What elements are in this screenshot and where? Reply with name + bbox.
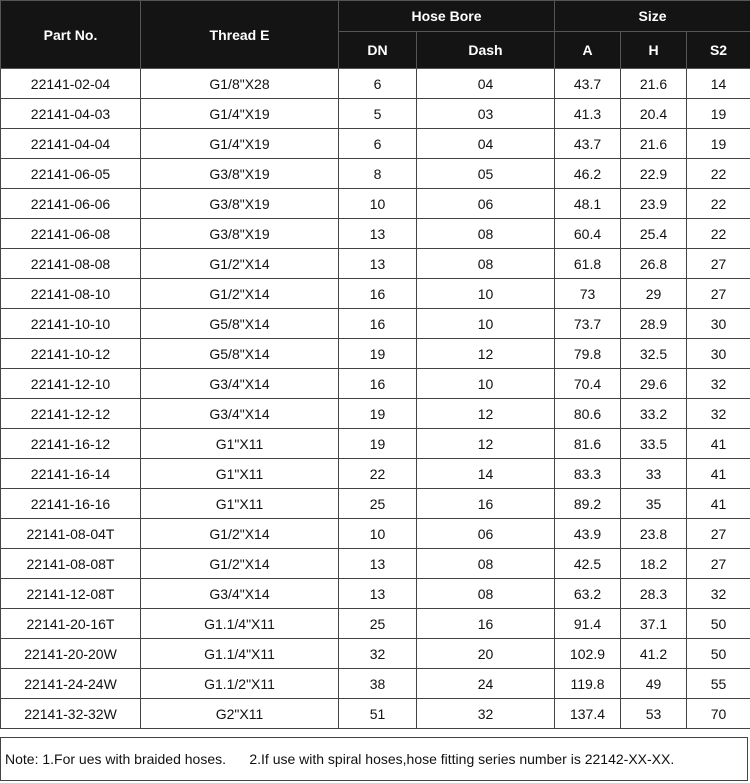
dash-cell: 20 [417,639,555,669]
part-no-cell: 22141-06-08 [1,219,141,249]
dash-cell: 16 [417,609,555,639]
thread-cell: G1/2"X14 [141,519,339,549]
dn-cell: 8 [339,159,417,189]
h-cell: 28.9 [621,309,687,339]
part-no-cell: 22141-32-32W [1,699,141,729]
thread-cell: G3/4"X14 [141,579,339,609]
table-row [1,309,750,339]
table-row [1,519,750,549]
table-row [1,549,750,579]
dn-cell: 19 [339,339,417,369]
header-dn: DN [339,32,417,69]
part-no-cell: 22141-08-08 [1,249,141,279]
s2-cell: 50 [687,639,750,669]
h-cell: 21.6 [621,69,687,99]
thread-cell: G1/4"X19 [141,99,339,129]
h-cell: 29 [621,279,687,309]
h-cell: 41.2 [621,639,687,669]
table-row [1,429,750,459]
dash-cell: 08 [417,549,555,579]
table-row [1,129,750,159]
a-cell: 70.4 [555,369,621,399]
dash-cell: 08 [417,249,555,279]
dash-cell: 05 [417,159,555,189]
table-row [1,489,750,519]
h-cell: 33.5 [621,429,687,459]
s2-cell: 50 [687,609,750,639]
s2-cell: 30 [687,339,750,369]
header-a: A [555,32,621,69]
header-h: H [621,32,687,69]
h-cell: 33 [621,459,687,489]
table-row [1,699,750,729]
s2-cell: 27 [687,249,750,279]
s2-cell: 22 [687,159,750,189]
a-cell: 61.8 [555,249,621,279]
s2-cell: 55 [687,669,750,699]
dn-cell: 16 [339,309,417,339]
dash-cell: 12 [417,429,555,459]
dn-cell: 22 [339,459,417,489]
dash-cell: 16 [417,489,555,519]
a-cell: 81.6 [555,429,621,459]
s2-cell: 30 [687,309,750,339]
h-cell: 32.5 [621,339,687,369]
h-cell: 28.3 [621,579,687,609]
table-row [1,609,750,639]
dash-cell: 08 [417,579,555,609]
table-row [1,249,750,279]
part-no-cell: 22141-06-06 [1,189,141,219]
s2-cell: 32 [687,579,750,609]
h-cell: 22.9 [621,159,687,189]
header-part-no: Part No. [1,1,141,69]
a-cell: 73 [555,279,621,309]
table-row [1,399,750,429]
h-cell: 29.6 [621,369,687,399]
thread-cell: G1/2"X14 [141,279,339,309]
dash-cell: 10 [417,369,555,399]
part-no-cell: 22141-08-04T [1,519,141,549]
thread-cell: G1/2"X14 [141,549,339,579]
thread-cell: G1"X11 [141,489,339,519]
dn-cell: 19 [339,429,417,459]
part-no-cell: 22141-12-12 [1,399,141,429]
dn-cell: 16 [339,369,417,399]
h-cell: 33.2 [621,399,687,429]
thread-cell: G1.1/2"X11 [141,669,339,699]
part-no-cell: 22141-16-14 [1,459,141,489]
dash-cell: 24 [417,669,555,699]
thread-cell: G1.1/4"X11 [141,609,339,639]
s2-cell: 32 [687,399,750,429]
part-no-cell: 22141-08-08T [1,549,141,579]
dash-cell: 10 [417,309,555,339]
dash-cell: 04 [417,129,555,159]
a-cell: 42.5 [555,549,621,579]
a-cell: 43.7 [555,69,621,99]
thread-cell: G1/4"X19 [141,129,339,159]
s2-cell: 70 [687,699,750,729]
part-no-cell: 22141-16-12 [1,429,141,459]
h-cell: 35 [621,489,687,519]
a-cell: 63.2 [555,579,621,609]
header-s2: S2 [687,32,750,69]
a-cell: 119.8 [555,669,621,699]
thread-cell: G2"X11 [141,699,339,729]
table-header [1,1,750,69]
s2-cell: 22 [687,189,750,219]
header-thread: Thread E [141,1,339,69]
a-cell: 89.2 [555,489,621,519]
part-no-cell: 22141-12-08T [1,579,141,609]
a-cell: 102.9 [555,639,621,669]
thread-cell: G1/2"X14 [141,249,339,279]
h-cell: 20.4 [621,99,687,129]
header-dash: Dash [417,32,555,69]
part-no-cell: 22141-06-05 [1,159,141,189]
footnote: Note: 1.For ues with braided hoses. 2.If use with spiral hoses,hose fitting series number is 22142-XX-XX. [0,737,748,781]
h-cell: 23.8 [621,519,687,549]
dn-cell: 32 [339,639,417,669]
a-cell: 41.3 [555,99,621,129]
dn-cell: 25 [339,609,417,639]
s2-cell: 32 [687,369,750,399]
a-cell: 43.9 [555,519,621,549]
table-row [1,159,750,189]
dn-cell: 25 [339,489,417,519]
thread-cell: G3/8"X19 [141,189,339,219]
s2-cell: 41 [687,429,750,459]
table-row [1,579,750,609]
table-row [1,219,750,249]
part-no-cell: 22141-16-16 [1,489,141,519]
table-row [1,99,750,129]
thread-cell: G1"X11 [141,429,339,459]
thread-cell: G3/8"X19 [141,159,339,189]
part-no-cell: 22141-10-10 [1,309,141,339]
a-cell: 60.4 [555,219,621,249]
dn-cell: 5 [339,99,417,129]
s2-cell: 22 [687,219,750,249]
table-row [1,669,750,699]
table-row [1,189,750,219]
table-row [1,339,750,369]
a-cell: 73.7 [555,309,621,339]
s2-cell: 41 [687,459,750,489]
a-cell: 46.2 [555,159,621,189]
part-no-cell: 22141-10-12 [1,339,141,369]
a-cell: 137.4 [555,699,621,729]
thread-cell: G5/8"X14 [141,309,339,339]
dn-cell: 16 [339,279,417,309]
h-cell: 53 [621,699,687,729]
table-row [1,279,750,309]
a-cell: 83.3 [555,459,621,489]
s2-cell: 14 [687,69,750,99]
part-no-cell: 22141-04-04 [1,129,141,159]
thread-cell: G3/4"X14 [141,369,339,399]
table-row [1,459,750,489]
table-row [1,639,750,669]
a-cell: 79.8 [555,339,621,369]
s2-cell: 27 [687,519,750,549]
header-size: Size [555,1,750,32]
table-row [1,369,750,399]
dn-cell: 13 [339,579,417,609]
thread-cell: G5/8"X14 [141,339,339,369]
s2-cell: 27 [687,549,750,579]
dn-cell: 38 [339,669,417,699]
table-body [1,69,750,729]
dash-cell: 04 [417,69,555,99]
thread-cell: G1.1/4"X11 [141,639,339,669]
part-no-cell: 22141-04-03 [1,99,141,129]
part-no-cell: 22141-08-10 [1,279,141,309]
dash-cell: 06 [417,519,555,549]
part-no-cell: 22141-24-24W [1,669,141,699]
thread-cell: G1"X11 [141,459,339,489]
dn-cell: 10 [339,519,417,549]
dn-cell: 6 [339,129,417,159]
dn-cell: 51 [339,699,417,729]
a-cell: 43.7 [555,129,621,159]
dash-cell: 14 [417,459,555,489]
table-row [1,69,750,99]
h-cell: 25.4 [621,219,687,249]
h-cell: 37.1 [621,609,687,639]
part-no-cell: 22141-20-20W [1,639,141,669]
h-cell: 49 [621,669,687,699]
dash-cell: 10 [417,279,555,309]
dn-cell: 13 [339,219,417,249]
part-no-cell: 22141-12-10 [1,369,141,399]
h-cell: 18.2 [621,549,687,579]
part-no-cell: 22141-02-04 [1,69,141,99]
dash-cell: 32 [417,699,555,729]
header-hose-bore: Hose Bore [339,1,555,32]
dn-cell: 13 [339,549,417,579]
dash-cell: 03 [417,99,555,129]
thread-cell: G1/8"X28 [141,69,339,99]
a-cell: 48.1 [555,189,621,219]
a-cell: 91.4 [555,609,621,639]
h-cell: 21.6 [621,129,687,159]
s2-cell: 27 [687,279,750,309]
dn-cell: 6 [339,69,417,99]
part-no-cell: 22141-20-16T [1,609,141,639]
h-cell: 26.8 [621,249,687,279]
dn-cell: 13 [339,249,417,279]
h-cell: 23.9 [621,189,687,219]
dash-cell: 12 [417,399,555,429]
s2-cell: 19 [687,99,750,129]
dash-cell: 12 [417,339,555,369]
thread-cell: G3/8"X19 [141,219,339,249]
dash-cell: 06 [417,189,555,219]
a-cell: 80.6 [555,399,621,429]
s2-cell: 19 [687,129,750,159]
thread-cell: G3/4"X14 [141,399,339,429]
dash-cell: 08 [417,219,555,249]
dn-cell: 19 [339,399,417,429]
s2-cell: 41 [687,489,750,519]
dn-cell: 10 [339,189,417,219]
